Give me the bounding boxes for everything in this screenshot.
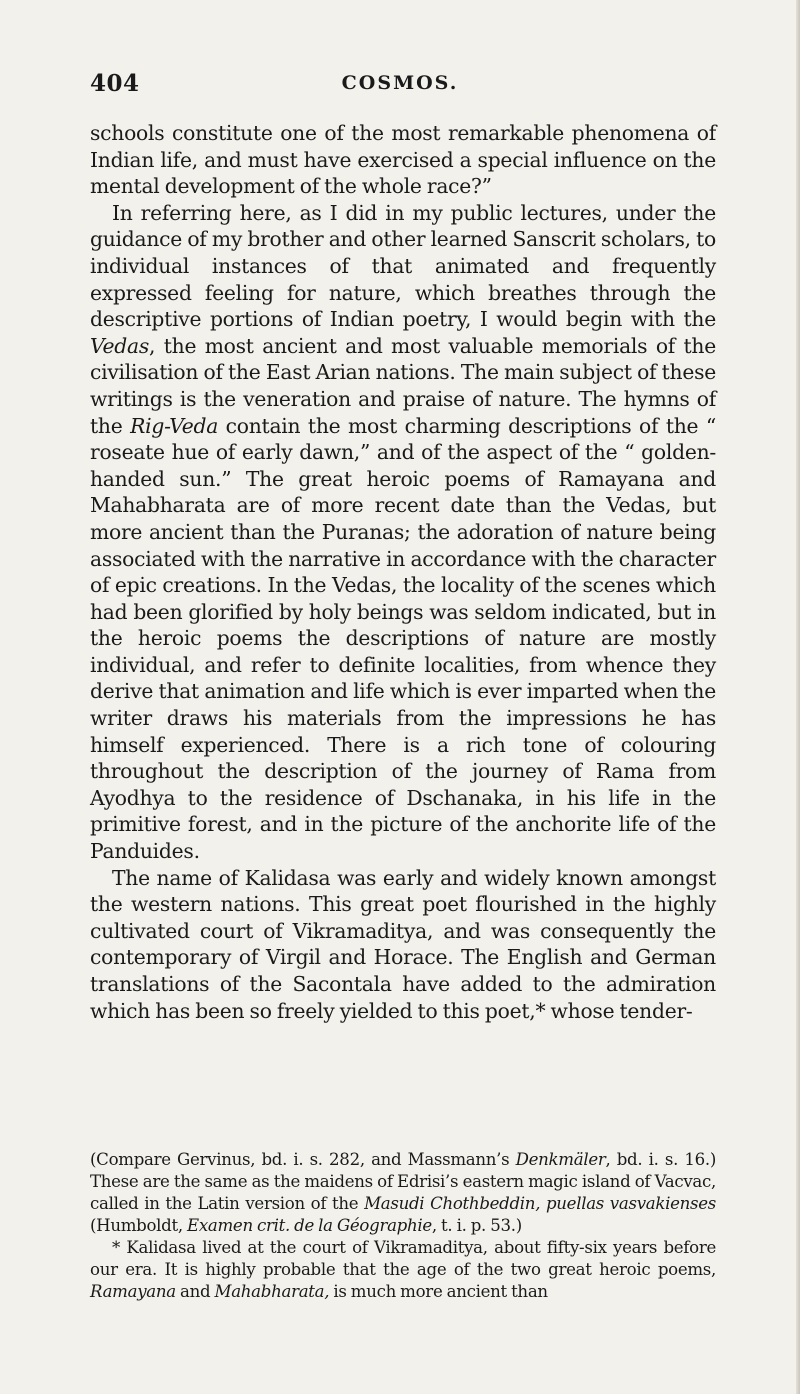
paragraph-text: In referring here, as I did in my public lectures, under the guidance of my brother and other learned Sanscrit scholars, to individual instances of that animated and frequently expressed feeling for nature, which breathes through the descriptive portions of Indian poetry, I would begin with the	[90, 200, 716, 332]
footnote-text: and	[175, 1282, 215, 1301]
page-number: 404	[90, 70, 140, 97]
paragraph-vedas	[90, 200, 716, 865]
running-title: COSMOS.	[341, 72, 459, 94]
italic-term: Vedas	[90, 333, 150, 358]
footnote-text: * Kalidasa lived at the court of Vikramaditya, about fifty-six years before our era. It is highly probable that the age of the two great heroic poems,	[90, 1238, 716, 1279]
page-edge-shadow	[796, 0, 800, 1394]
paragraph-text: schools constitute one of the most remarkable phenomena of Indian life, and must have exercised a special influence on the mental development of the whole race?”	[90, 121, 716, 199]
footnote-kalidasa	[90, 1237, 716, 1303]
footnote-text: , bd. i. s. 16.) These are the same as the maidens of Edrisi’s eastern magic island of Vacvac, called in the Latin version of the	[90, 1150, 716, 1213]
footnote-continuation	[90, 1149, 716, 1237]
footnote-text: is much more ancient than	[329, 1282, 548, 1301]
italic-title: Ramayana	[90, 1282, 176, 1301]
italic-title: Masudi Chothbeddin, puellas vasvakienses	[364, 1194, 716, 1213]
italic-term: Rig-Veda	[130, 413, 219, 438]
italic-title: Mahabharata,	[214, 1282, 330, 1301]
paragraph-continuation	[90, 120, 716, 200]
italic-title: Denkmäler	[515, 1150, 606, 1169]
paragraph-text: , the most ancient and most valuable memorials of the civilisation of the East Arian nations. The main subject of these writings is the veneration and praise of nature. The hymns of the	[90, 333, 716, 438]
paragraph-text: The name of Kalidasa was early and widely known amongst the western nations. This great poet flourished in the highly cultivated court of Vikramaditya, and was consequently the contemporary of Virgil and Horace. The English and German translations of the Sacontala have added to the admiration which has been so freely yielded to this poet,* whose tender-	[90, 865, 716, 1023]
main-text	[90, 120, 716, 1024]
paragraph-kalidasa	[90, 865, 716, 1025]
footnote-text: (Humboldt,	[90, 1216, 188, 1235]
page-header	[90, 70, 710, 104]
italic-title: Examen crit. de la Géographie	[187, 1216, 432, 1235]
paragraph-text: contain the most charming descriptions of the “ roseate hue of early dawn,” and of the aspect of the “ golden-handed sun.” The great heroic poems of Ramayana and Mahabharata are of more recent date than the Vedas, but more ancient than the Puranas; the adoration of nature being associated with the narrative in accordance with the character of epic creations. In the Vedas, the locality of the scenes which had been glorified by holy beings was seldom indicated, but in the heroic poems the descriptions of nature are mostly individual, and refer to definite localities, from whence they derive that animation and life which is ever imparted when the writer draws his materials from the impressions he has himself experienced. There is a rich tone of colouring throughout the description of the journey of Rama from Ayodhya to the residence of Dschanaka, in his life in the primitive forest, and in the picture of the anchorite life of the Panduides.	[90, 413, 716, 864]
footnote-text: (Compare Gervinus, bd. i. s. 282, and Massmann’s	[90, 1150, 516, 1169]
footnotes	[90, 1149, 716, 1303]
footnote-text: , t. i. p. 53.)	[431, 1216, 522, 1235]
